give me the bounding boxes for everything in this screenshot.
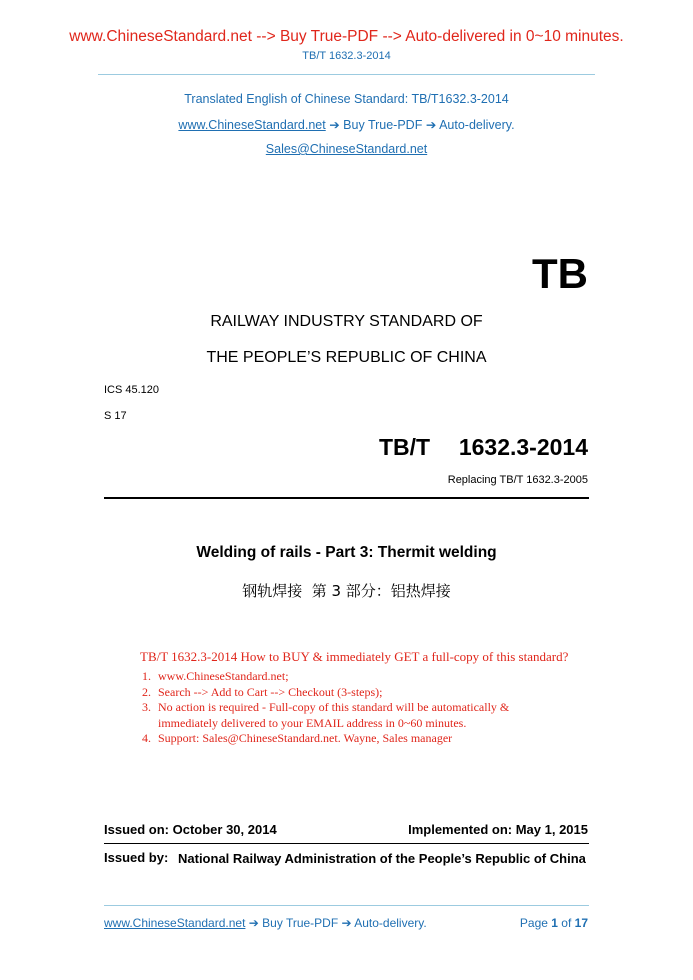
purchase-steps: [140, 669, 568, 747]
title-chinese: 钢轨焊接 第 3 部分：铝热焊接: [242, 582, 451, 600]
site-line: [0, 117, 693, 132]
purchase-heading: TB/T 1632.3-2014 How to BUY & immediately GET a full-copy of this standard?: [140, 649, 569, 664]
cover-divider: [104, 497, 589, 499]
purchase-step: 4. Support: Sales@ChineseStandard.net. Wayne, Sales manager: [154, 731, 568, 747]
issuer-block: [104, 850, 589, 867]
page-of: of: [557, 916, 575, 930]
ics-code: ICS 45.120: [104, 384, 160, 396]
issued-on-date: Issued on: October 30, 2014: [104, 822, 277, 837]
site-line-rest: ➔ Buy True-PDF ➔ Auto-delivery.: [325, 118, 515, 132]
title-english: Welding of rails - Part 3: Thermit welding: [196, 544, 497, 561]
email-link[interactable]: Sales@ChineseStandard.net: [265, 142, 428, 156]
dates-divider: [104, 843, 589, 844]
header-divider: [98, 74, 595, 75]
footer-divider: [104, 905, 589, 906]
replacing-note: Replacing TB/T 1632.3-2005: [447, 474, 588, 486]
issuer-label: Issued by:: [104, 850, 169, 865]
purchase-instructions: [140, 649, 568, 747]
email-line: [0, 142, 693, 156]
implemented-on-date: Implemented on: May 1, 2015: [408, 822, 588, 837]
footer-site-line: [104, 916, 427, 930]
page-current: 1: [551, 916, 558, 930]
purchase-step: 3. No action is required - Full-copy of this standard will be automatically & immediately delivered to your EMAIL address in 0~60 minutes.: [154, 700, 568, 731]
top-banner[interactable]: www.ChineseStandard.net --> Buy True-PDF --> Auto-delivered in 0~10 minutes.: [69, 28, 624, 45]
standard-prefix: TB: [532, 250, 588, 297]
footer-site-link[interactable]: www.ChineseStandard.net: [104, 916, 246, 930]
footer-site-rest: ➔ Buy True-PDF ➔ Auto-delivery.: [245, 916, 427, 930]
site-link[interactable]: www.ChineseStandard.net: [178, 118, 326, 132]
translated-notice: Translated English of Chinese Standard: TB/T1632.3-2014: [184, 92, 509, 106]
page-indicator: [520, 916, 588, 930]
standard-number: TB/T 1632.3-2014: [378, 434, 588, 460]
issuer-name: National Railway Administration of the People’s Republic of China: [178, 851, 586, 866]
page-prefix: Page: [519, 916, 552, 930]
purchase-step[interactable]: 1. www.ChineseStandard.net;: [154, 669, 568, 685]
classification-code: S 17: [104, 410, 127, 422]
industry-line-2: THE PEOPLE’S REPUBLIC OF CHINA: [206, 349, 487, 366]
purchase-step: 2. Search --> Add to Cart --> Checkout (3-steps);: [154, 685, 568, 701]
industry-line-1: RAILWAY INDUSTRY STANDARD OF: [210, 313, 483, 330]
header-standard-code: TB/T 1632.3-2014: [302, 50, 391, 62]
page-total: 17: [574, 916, 588, 930]
